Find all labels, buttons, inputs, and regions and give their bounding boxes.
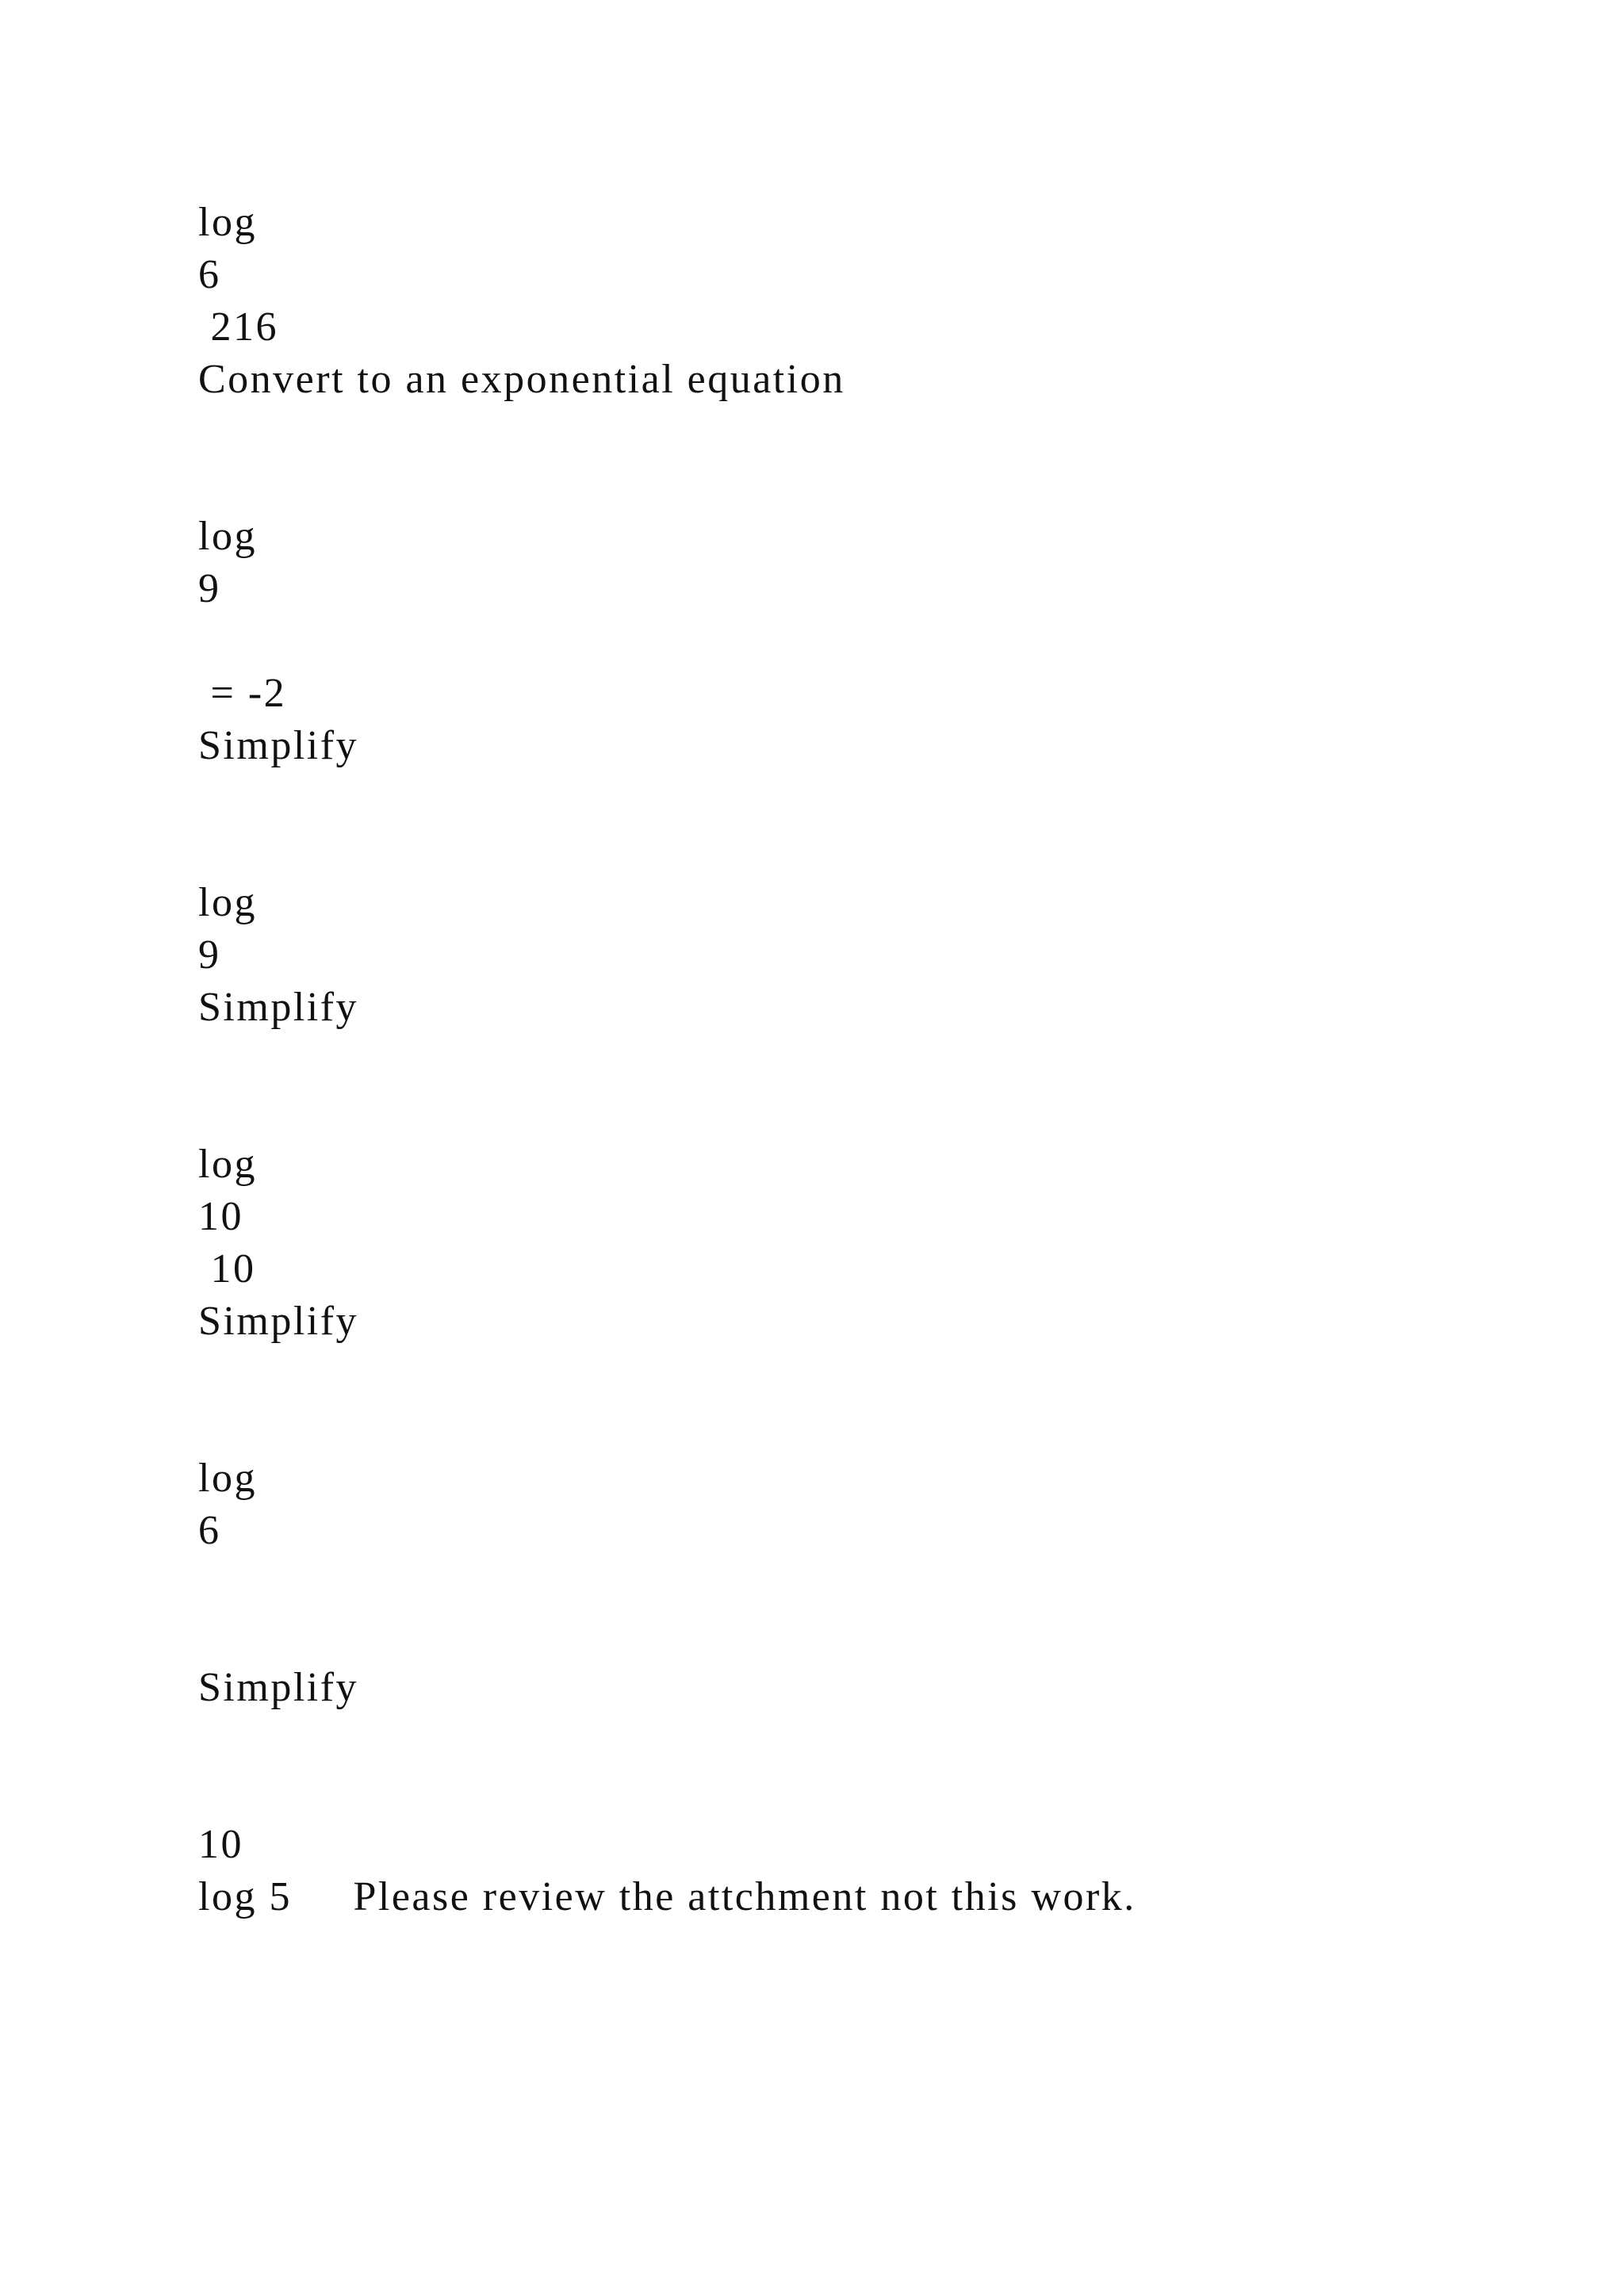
- problem-5-line-1: log: [198, 1456, 257, 1501]
- problem-4-instruction: Simplify: [198, 1299, 359, 1344]
- problem-2-line-1: log: [198, 514, 257, 559]
- problem-1-line-2: 6: [198, 252, 221, 297]
- problem-1-instruction: Convert to an exponential equation: [198, 357, 845, 402]
- problem-3-instruction: Simplify: [198, 985, 359, 1030]
- problem-4-line-3: 10: [198, 1246, 256, 1292]
- problem-6-line-1: 10: [198, 1822, 243, 1867]
- problem-1-line-1: log: [198, 200, 257, 245]
- problem-2-line-2: 9: [198, 566, 221, 611]
- problem-6-note: log 5 Please review the attchment not this work.: [198, 1874, 1136, 1919]
- problem-1-line-3: 216: [198, 304, 278, 350]
- problem-5-instruction: Simplify: [198, 1665, 359, 1710]
- problem-4-line-2: 10: [198, 1194, 243, 1239]
- problem-5-line-2: 6: [198, 1508, 221, 1553]
- problem-2-instruction: Simplify: [198, 723, 359, 768]
- problem-3-line-1: log: [198, 880, 257, 925]
- problem-3-line-2: 9: [198, 932, 221, 978]
- problem-2-line-4: = -2: [198, 671, 287, 716]
- problem-4-line-1: log: [198, 1142, 257, 1187]
